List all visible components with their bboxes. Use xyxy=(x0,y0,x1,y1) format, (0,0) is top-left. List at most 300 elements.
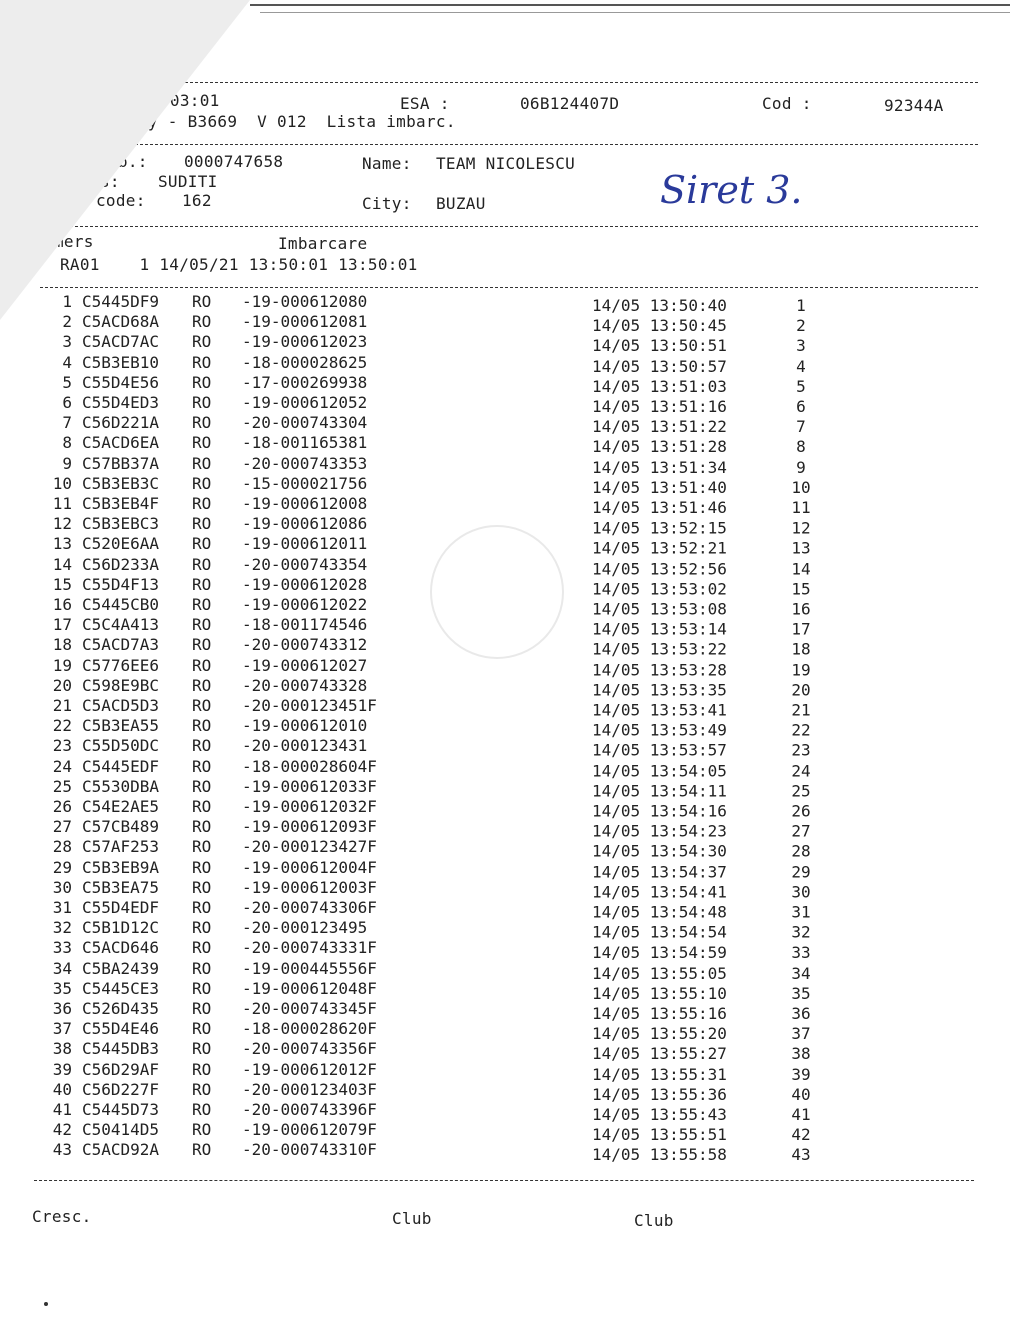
table-row xyxy=(0,837,1024,861)
ring-serial: -19-000612010 xyxy=(242,716,368,736)
arrival-time: 14/05 13:50:57 xyxy=(592,356,727,376)
row-index: 25 xyxy=(52,776,72,796)
ring-serial: -18-000028620F xyxy=(242,1019,377,1039)
country-code: RO xyxy=(192,554,212,574)
ring-serial: -20-000743304 xyxy=(242,413,368,433)
position: 26 xyxy=(791,801,811,821)
arrival-time: 14/05 13:51:46 xyxy=(592,498,727,518)
table-row xyxy=(0,1039,1024,1064)
arrival-time: 14/05 13:51:16 xyxy=(592,397,727,417)
arrival-time: 14/05 13:53:14 xyxy=(592,619,727,639)
country-code: RO xyxy=(192,1039,212,1059)
country-code: RO xyxy=(192,1120,212,1140)
country-code: RO xyxy=(192,534,212,554)
country-code: RO xyxy=(192,453,212,473)
footer-cresc: Cresc. xyxy=(32,1207,92,1226)
row-index: 17 xyxy=(52,615,72,635)
country-code: RO xyxy=(192,352,212,372)
row-index: 12 xyxy=(52,514,72,534)
status-value: SUDITI xyxy=(158,172,218,191)
row-index: 15 xyxy=(52,574,72,594)
ring-serial: -19-000612028 xyxy=(242,574,368,594)
table-row xyxy=(0,393,1024,417)
ring-serial: -18-000028604F xyxy=(242,756,377,776)
table-row xyxy=(0,494,1024,518)
name-value: TEAM NICOLESCU xyxy=(436,154,576,173)
arrival-time: 14/05 13:54:54 xyxy=(592,922,727,942)
position: 32 xyxy=(791,922,811,942)
row-index: 10 xyxy=(52,473,72,493)
arrival-time: 14/05 13:53:49 xyxy=(592,720,727,740)
header-time: :03:01 xyxy=(160,91,220,110)
city-value: BUZAU xyxy=(436,194,486,213)
member-nb-value: 0000747658 xyxy=(184,152,284,171)
arrival-time: 14/05 13:53:41 xyxy=(592,700,727,720)
position: 29 xyxy=(791,862,811,882)
ink-dot xyxy=(44,1302,48,1306)
folded-corner xyxy=(0,0,250,320)
ring-code: C526D435 xyxy=(82,999,160,1018)
arrival-time: 14/05 13:55:36 xyxy=(592,1084,727,1104)
ring-serial: -19-000612011 xyxy=(242,534,368,554)
position: 13 xyxy=(791,538,811,558)
table-row xyxy=(0,1079,1024,1104)
position: 1 xyxy=(796,296,806,315)
row-index: 42 xyxy=(52,1120,72,1140)
table-row xyxy=(0,817,1024,841)
handwritten-note: Siret 3. xyxy=(660,168,803,212)
ring-code: C5445EDF xyxy=(82,756,160,776)
position: 22 xyxy=(791,720,811,740)
country-code: RO xyxy=(192,393,212,412)
table-row xyxy=(0,473,1024,497)
position: 40 xyxy=(791,1084,811,1104)
country-code: RO xyxy=(192,877,212,897)
ring-serial: -20-000743331F xyxy=(242,938,377,958)
position: 4 xyxy=(796,356,806,376)
ring-serial: -20-000743353 xyxy=(242,453,368,473)
ring-code: C55D4ED3 xyxy=(82,393,160,412)
ring-code: C5ACD6EA xyxy=(82,433,160,453)
row-index: 43 xyxy=(52,1140,72,1160)
row-index: 3 xyxy=(62,332,72,352)
table-row xyxy=(0,372,1024,396)
ring-serial: -19-000612023 xyxy=(242,332,368,352)
position: 23 xyxy=(791,740,811,760)
row-index: 23 xyxy=(52,736,72,756)
table-row xyxy=(0,433,1024,457)
position: 41 xyxy=(791,1105,811,1124)
table-row xyxy=(0,352,1024,376)
table-row xyxy=(0,776,1024,801)
row-index: 1 xyxy=(62,292,72,311)
ring-code: C57AF253 xyxy=(82,837,160,857)
table-row xyxy=(0,1120,1024,1145)
country-code: RO xyxy=(192,1100,212,1119)
ring-code: C56D227F xyxy=(82,1079,160,1099)
member-nb-label: mb.: xyxy=(108,152,148,171)
position: 15 xyxy=(791,579,811,599)
country-code: RO xyxy=(192,514,212,534)
ring-code: C55D4E46 xyxy=(82,1019,160,1039)
ring-code: C5B3EA55 xyxy=(82,716,160,736)
ring-code: C5BA2439 xyxy=(82,958,160,978)
section-left-label: mers xyxy=(54,232,94,251)
row-index: 28 xyxy=(52,837,72,857)
ring-serial: -20-000123431 xyxy=(242,736,368,756)
position: 9 xyxy=(796,457,806,477)
country-code: RO xyxy=(192,776,212,796)
row-index: 30 xyxy=(52,877,72,897)
ring-code: C5B3EB3C xyxy=(82,473,160,493)
ring-code: C56D221A xyxy=(82,413,160,433)
arrival-time: 14/05 13:54:48 xyxy=(592,902,727,922)
row-index: 2 xyxy=(62,312,72,332)
ring-code: C55D4E56 xyxy=(82,372,160,392)
row-index: 8 xyxy=(62,433,72,453)
row-index: 39 xyxy=(52,1059,72,1079)
position: 14 xyxy=(791,558,811,578)
country-code: RO xyxy=(192,655,212,675)
header-line-2: edy - B3669 V 012 Lista imbarc. xyxy=(128,112,456,131)
arrival-time: 14/05 13:55:20 xyxy=(592,1024,727,1044)
country-code: RO xyxy=(192,574,212,594)
row-index: 4 xyxy=(62,352,72,372)
ring-serial: -19-000612033F xyxy=(242,776,377,796)
row-index: 36 xyxy=(52,999,72,1018)
arrival-time: 14/05 13:53:08 xyxy=(592,599,727,619)
country-code: RO xyxy=(192,413,212,433)
ring-code: C598E9BC xyxy=(82,675,160,695)
ring-code: C5ACD646 xyxy=(82,938,160,958)
country-code: RO xyxy=(192,696,212,715)
position: 20 xyxy=(791,680,811,700)
table-row xyxy=(0,938,1024,963)
arrival-time: 14/05 13:55:58 xyxy=(592,1145,727,1165)
arrival-time: 14/05 13:51:40 xyxy=(592,477,727,497)
ring-serial: -19-000612079F xyxy=(242,1120,377,1140)
arrival-time: 14/05 13:54:16 xyxy=(592,801,727,821)
top-border-line xyxy=(250,4,1010,6)
ring-code: C56D233A xyxy=(82,554,160,574)
arrival-time: 14/05 13:54:05 xyxy=(592,761,727,781)
ring-serial: -17-000269938 xyxy=(242,372,368,392)
position: 37 xyxy=(791,1024,811,1044)
ring-serial: -20-000743310F xyxy=(242,1140,377,1160)
position: 16 xyxy=(791,599,811,619)
row-index: 13 xyxy=(52,534,72,554)
ring-code: C5B3EB4F xyxy=(82,494,160,513)
header-divider xyxy=(160,82,978,83)
country-code: RO xyxy=(192,1079,212,1099)
position: 11 xyxy=(791,498,811,518)
row-index: 38 xyxy=(52,1039,72,1059)
table-row xyxy=(0,1059,1024,1084)
ring-code: C5B3EB10 xyxy=(82,352,160,372)
arrival-time: 14/05 13:50:51 xyxy=(592,336,727,356)
country-code: RO xyxy=(192,978,212,998)
row-index: 21 xyxy=(52,696,72,715)
ring-serial: -19-000612008 xyxy=(242,494,368,513)
table-row xyxy=(0,595,1024,619)
country-code: RO xyxy=(192,938,212,958)
position: 43 xyxy=(791,1145,811,1165)
ring-serial: -20-000743306F xyxy=(242,898,377,917)
arrival-time: 14/05 13:53:02 xyxy=(592,579,727,599)
arrival-time: 14/05 13:52:56 xyxy=(592,558,727,578)
position: 3 xyxy=(796,336,806,356)
position: 19 xyxy=(791,659,811,679)
table-row xyxy=(0,797,1024,821)
position: 30 xyxy=(791,882,811,902)
country-code: RO xyxy=(192,918,212,938)
row-index: 22 xyxy=(52,716,72,736)
row-index: 9 xyxy=(62,453,72,473)
ring-code: C55D4F13 xyxy=(82,574,160,594)
country-code: RO xyxy=(192,473,212,493)
table-row xyxy=(0,898,1024,922)
arrival-time: 14/05 13:51:34 xyxy=(592,457,727,477)
arrival-time: 14/05 13:54:23 xyxy=(592,821,727,841)
position: 28 xyxy=(791,841,811,861)
position: 2 xyxy=(796,316,806,336)
country-code: RO xyxy=(192,898,212,917)
ring-serial: -20-000743354 xyxy=(242,554,368,574)
table-row xyxy=(0,574,1024,599)
arrival-time: 14/05 13:55:16 xyxy=(592,1003,727,1023)
table-row xyxy=(0,453,1024,477)
table-row xyxy=(0,675,1024,700)
country-code: RO xyxy=(192,837,212,857)
ring-code: C5ACD7AC xyxy=(82,332,160,352)
position: 5 xyxy=(796,376,806,396)
section-line: RA01 1 14/05/21 13:50:01 13:50:01 xyxy=(60,255,418,274)
ring-code: C5ACD92A xyxy=(82,1140,160,1160)
ring-code: C5776EE6 xyxy=(82,655,160,675)
ring-serial: -19-000612027 xyxy=(242,655,368,675)
position: 17 xyxy=(791,619,811,639)
position: 38 xyxy=(791,1044,811,1064)
ring-code: C5ACD68A xyxy=(82,312,160,332)
ring-serial: -20-000743312 xyxy=(242,635,368,655)
footer-club-1: Club xyxy=(392,1209,432,1228)
name-label: Name: xyxy=(362,154,412,173)
table-divider-bottom xyxy=(34,1180,974,1181)
ring-serial: -20-000123403F xyxy=(242,1079,377,1099)
ring-code: C5B1D12C xyxy=(82,918,160,938)
footer-club-2: Club xyxy=(634,1211,674,1230)
ring-serial: -19-000612081 xyxy=(242,312,368,332)
row-index: 35 xyxy=(52,978,72,998)
ring-serial: -20-000123427F xyxy=(242,837,377,857)
esa-label: ESA : xyxy=(400,94,450,113)
position: 8 xyxy=(796,437,806,457)
ring-serial: -19-000612093F xyxy=(242,817,377,837)
ring-serial: -20-000743345F xyxy=(242,999,377,1018)
top-border-line-2 xyxy=(260,12,1010,13)
ring-serial: -19-000612012F xyxy=(242,1059,377,1079)
arrival-time: 14/05 13:51:22 xyxy=(592,417,727,437)
esa-value: 06B124407D xyxy=(520,94,620,113)
country-code: RO xyxy=(192,958,212,978)
table-row xyxy=(0,1100,1024,1124)
code-value: 162 xyxy=(182,191,212,210)
ring-code: C55D50DC xyxy=(82,736,160,756)
arrival-time: 14/05 13:55:31 xyxy=(592,1064,727,1084)
ring-code: C54E2AE5 xyxy=(82,797,160,816)
arrival-time: 14/05 13:50:40 xyxy=(592,296,727,315)
row-index: 34 xyxy=(52,958,72,978)
ring-code: C50414D5 xyxy=(82,1120,160,1140)
code-label: code: xyxy=(96,191,146,210)
position: 21 xyxy=(791,700,811,720)
country-code: RO xyxy=(192,797,212,816)
position: 31 xyxy=(791,902,811,922)
ring-code: C55D4EDF xyxy=(82,898,160,917)
ring-serial: -20-000743396F xyxy=(242,1100,377,1119)
ring-serial: -20-000123495 xyxy=(242,918,368,938)
table-row xyxy=(0,736,1024,760)
table-row xyxy=(0,958,1024,983)
ring-serial: -19-000445556F xyxy=(242,958,377,978)
row-index: 11 xyxy=(52,494,72,513)
arrival-time: 14/05 13:50:45 xyxy=(592,316,727,336)
table-row xyxy=(0,554,1024,578)
arrival-time: 14/05 13:54:30 xyxy=(592,841,727,861)
arrival-time: 14/05 13:55:43 xyxy=(592,1105,727,1124)
table-row xyxy=(0,877,1024,902)
table-row xyxy=(0,635,1024,659)
country-code: RO xyxy=(192,372,212,392)
row-index: 26 xyxy=(52,797,72,816)
arrival-time: 14/05 13:51:03 xyxy=(592,376,727,396)
ring-code: C5ACD7A3 xyxy=(82,635,160,655)
row-index: 7 xyxy=(62,413,72,433)
country-code: RO xyxy=(192,1019,212,1039)
row-index: 33 xyxy=(52,938,72,958)
arrival-time: 14/05 13:55:05 xyxy=(592,963,727,983)
row-index: 20 xyxy=(52,675,72,695)
arrival-time: 14/05 13:52:21 xyxy=(592,538,727,558)
ring-code: C520E6AA xyxy=(82,534,160,554)
table-row xyxy=(0,1140,1024,1165)
ring-serial: -19-000612086 xyxy=(242,514,368,534)
country-code: RO xyxy=(192,1059,212,1079)
country-code: RO xyxy=(192,595,212,614)
ring-code: C57BB37A xyxy=(82,453,160,473)
arrival-time: 14/05 13:53:35 xyxy=(592,680,727,700)
country-code: RO xyxy=(192,292,212,311)
country-code: RO xyxy=(192,999,212,1018)
position: 7 xyxy=(796,417,806,437)
arrival-time: 14/05 13:54:59 xyxy=(592,943,727,963)
arrival-time: 14/05 13:54:11 xyxy=(592,781,727,801)
row-index: 37 xyxy=(52,1019,72,1039)
country-code: RO xyxy=(192,716,212,736)
arrival-time: 14/05 13:55:27 xyxy=(592,1044,727,1064)
position: 34 xyxy=(791,963,811,983)
arrival-time: 14/05 13:51:28 xyxy=(592,437,727,457)
table-row xyxy=(0,1019,1024,1044)
ring-serial: -18-000028625 xyxy=(242,352,368,372)
ring-serial: -19-000612052 xyxy=(242,393,368,412)
cod-value: 92344A xyxy=(884,96,944,115)
ring-code: C5445DB3 xyxy=(82,1039,160,1059)
row-index: 32 xyxy=(52,918,72,938)
ring-serial: -19-000612080 xyxy=(242,292,368,311)
ring-serial: -19-000612004F xyxy=(242,857,377,877)
ring-serial: -20-000743328 xyxy=(242,675,368,695)
country-code: RO xyxy=(192,675,212,695)
table-row xyxy=(0,696,1024,720)
table-row xyxy=(0,655,1024,679)
table-row xyxy=(0,857,1024,882)
ring-serial: -15-000021756 xyxy=(242,473,368,493)
position: 27 xyxy=(791,821,811,841)
arrival-time: 14/05 13:53:22 xyxy=(592,639,727,659)
table-row xyxy=(0,534,1024,558)
row-index: 16 xyxy=(52,595,72,614)
arrival-time: 14/05 13:55:10 xyxy=(592,983,727,1003)
country-code: RO xyxy=(192,756,212,776)
ring-code: C57CB489 xyxy=(82,817,160,837)
ring-code: C5B3EA75 xyxy=(82,877,160,897)
country-code: RO xyxy=(192,312,212,332)
row-index: 31 xyxy=(52,898,72,917)
ring-serial: -19-000612003F xyxy=(242,877,377,897)
table-row xyxy=(0,332,1024,356)
position: 39 xyxy=(791,1064,811,1084)
ring-serial: -18-001165381 xyxy=(242,433,368,453)
country-code: RO xyxy=(192,433,212,453)
status-label: s: xyxy=(100,172,120,191)
ring-code: C5C4A413 xyxy=(82,615,160,635)
ring-code: C5ACD5D3 xyxy=(82,696,160,715)
position: 36 xyxy=(791,1003,811,1023)
table-row xyxy=(0,918,1024,942)
row-index: 14 xyxy=(52,554,72,574)
arrival-time: 14/05 13:54:41 xyxy=(592,882,727,902)
position: 12 xyxy=(791,518,811,538)
row-index: 18 xyxy=(52,635,72,655)
row-index: 19 xyxy=(52,655,72,675)
position: 18 xyxy=(791,639,811,659)
country-code: RO xyxy=(192,494,212,513)
table-row xyxy=(0,514,1024,538)
arrival-time: 14/05 13:53:57 xyxy=(592,740,727,760)
position: 33 xyxy=(791,943,811,963)
section-right-label: Imbarcare xyxy=(278,234,368,253)
table-row xyxy=(0,615,1024,639)
table-row xyxy=(0,716,1024,740)
row-index: 6 xyxy=(62,393,72,412)
ring-serial: -20-000743356F xyxy=(242,1039,377,1059)
table-row xyxy=(0,413,1024,437)
country-code: RO xyxy=(192,817,212,837)
arrival-time: 14/05 13:55:51 xyxy=(592,1125,727,1145)
ring-code: C5530DBA xyxy=(82,776,160,796)
row-index: 24 xyxy=(52,756,72,776)
cod-label: Cod : xyxy=(762,94,812,113)
ring-serial: -18-001174546 xyxy=(242,615,368,635)
country-code: RO xyxy=(192,635,212,655)
ring-code: C5445DF9 xyxy=(82,292,160,311)
row-index: 27 xyxy=(52,817,72,837)
ring-code: C5B3EBC3 xyxy=(82,514,160,534)
position: 6 xyxy=(796,397,806,417)
row-index: 40 xyxy=(52,1079,72,1099)
row-index: 29 xyxy=(52,857,72,877)
